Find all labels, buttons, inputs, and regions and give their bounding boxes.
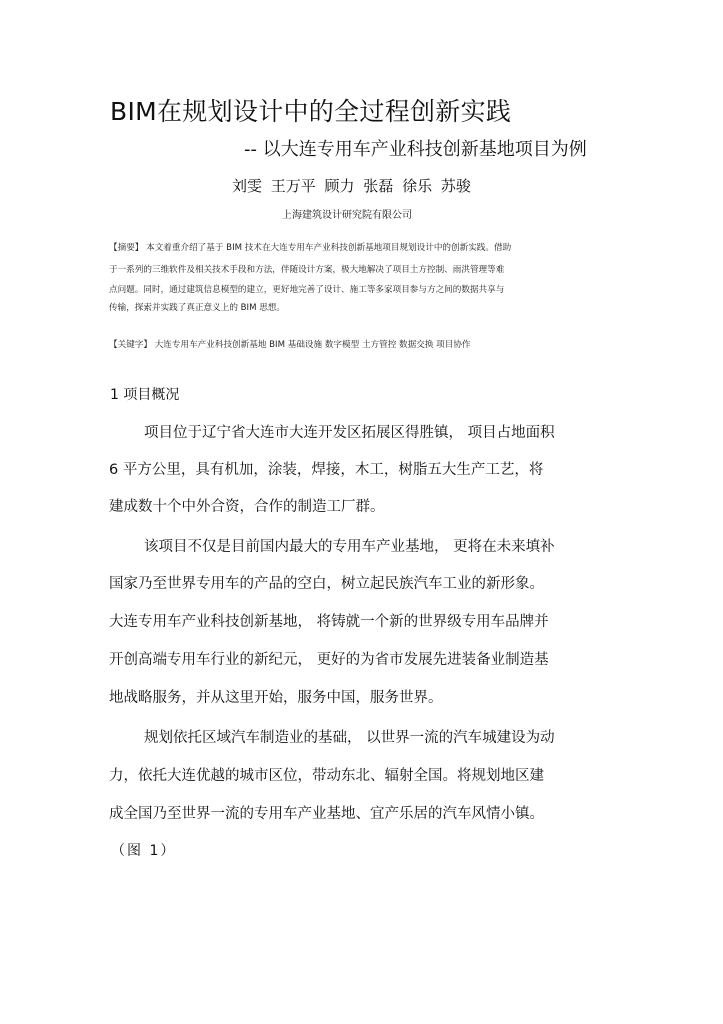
figure-reference: （图 1）: [111, 843, 177, 859]
paper-subtitle: -- 以大连专用车产业科技创新基地项目为例: [244, 139, 587, 160]
body-line: 国家乃至世界专用车的产品的空白，树立起民族汽车工业的新形象。: [109, 576, 544, 592]
body-line: 成全国乃至世界一流的专用车产业基地、宜产乐居的汽车风情小镇。: [109, 806, 544, 822]
body-line: 建成数十个中外合资，合作的制造工厂群。: [109, 499, 385, 515]
body-line: 力，依托大连优越的城市区位，带动东北、辐射全国。将规划地区建: [109, 768, 544, 784]
abstract-line: 【摘要】 本文着重介绍了基于 BIM 技术在大连专用车产业科技创新基地项目规划设计中的创新实践。借助: [109, 243, 512, 253]
abstract-line: 传输，探索并实践了真正意义上的 BIM 思想。: [109, 303, 285, 313]
body-line: 该项目不仅是目前国内最大的专用车产业基地， 更将在未来填补: [144, 539, 555, 555]
body-line: 大连专用车产业科技创新基地， 将铸就一个新的世界级专用车品牌并: [109, 614, 549, 630]
abstract-line: 于一系列的三维软件及相关技术手段和方法，伴随设计方案，极大地解决了项目土方控制、雨洪管理等难: [109, 265, 505, 275]
body-line: 规划依托区域汽车制造业的基础， 以世界一流的汽车城建设为动: [144, 730, 555, 746]
body-line: 6 平方公里，具有机加，涂装，焊接，木工，树脂五大生产工艺，将: [109, 462, 544, 478]
paper-title: BIM在规划设计中的全过程创新实践: [110, 97, 512, 126]
body-line: 开创高端专用车行业的新纪元， 更好的为省市发展先进装备业制造基: [109, 652, 549, 668]
affiliation: 上海建筑设计研究院有限公司: [282, 210, 412, 221]
keywords: 【关键字】 大连专用车产业科技创新基地 BIM 基础设施 数字模型 土方管控 数据交换 项目协作: [109, 340, 471, 350]
body-line: 项目位于辽宁省大连市大连开发区拓展区得胜镇， 项目占地面积: [144, 425, 555, 441]
section-heading: 1 项目概况: [110, 387, 180, 403]
author-list: 刘雯 王万平 顾力 张磊 徐乐 苏骏: [232, 177, 471, 195]
body-line: 地战略服务，并从这里开始，服务中国，服务世界。: [109, 690, 443, 706]
abstract-line: 点问题。同时，通过建筑信息模型的建立，更好地完善了设计、施工等多家项目参与方之间的数据共享与: [109, 285, 505, 295]
